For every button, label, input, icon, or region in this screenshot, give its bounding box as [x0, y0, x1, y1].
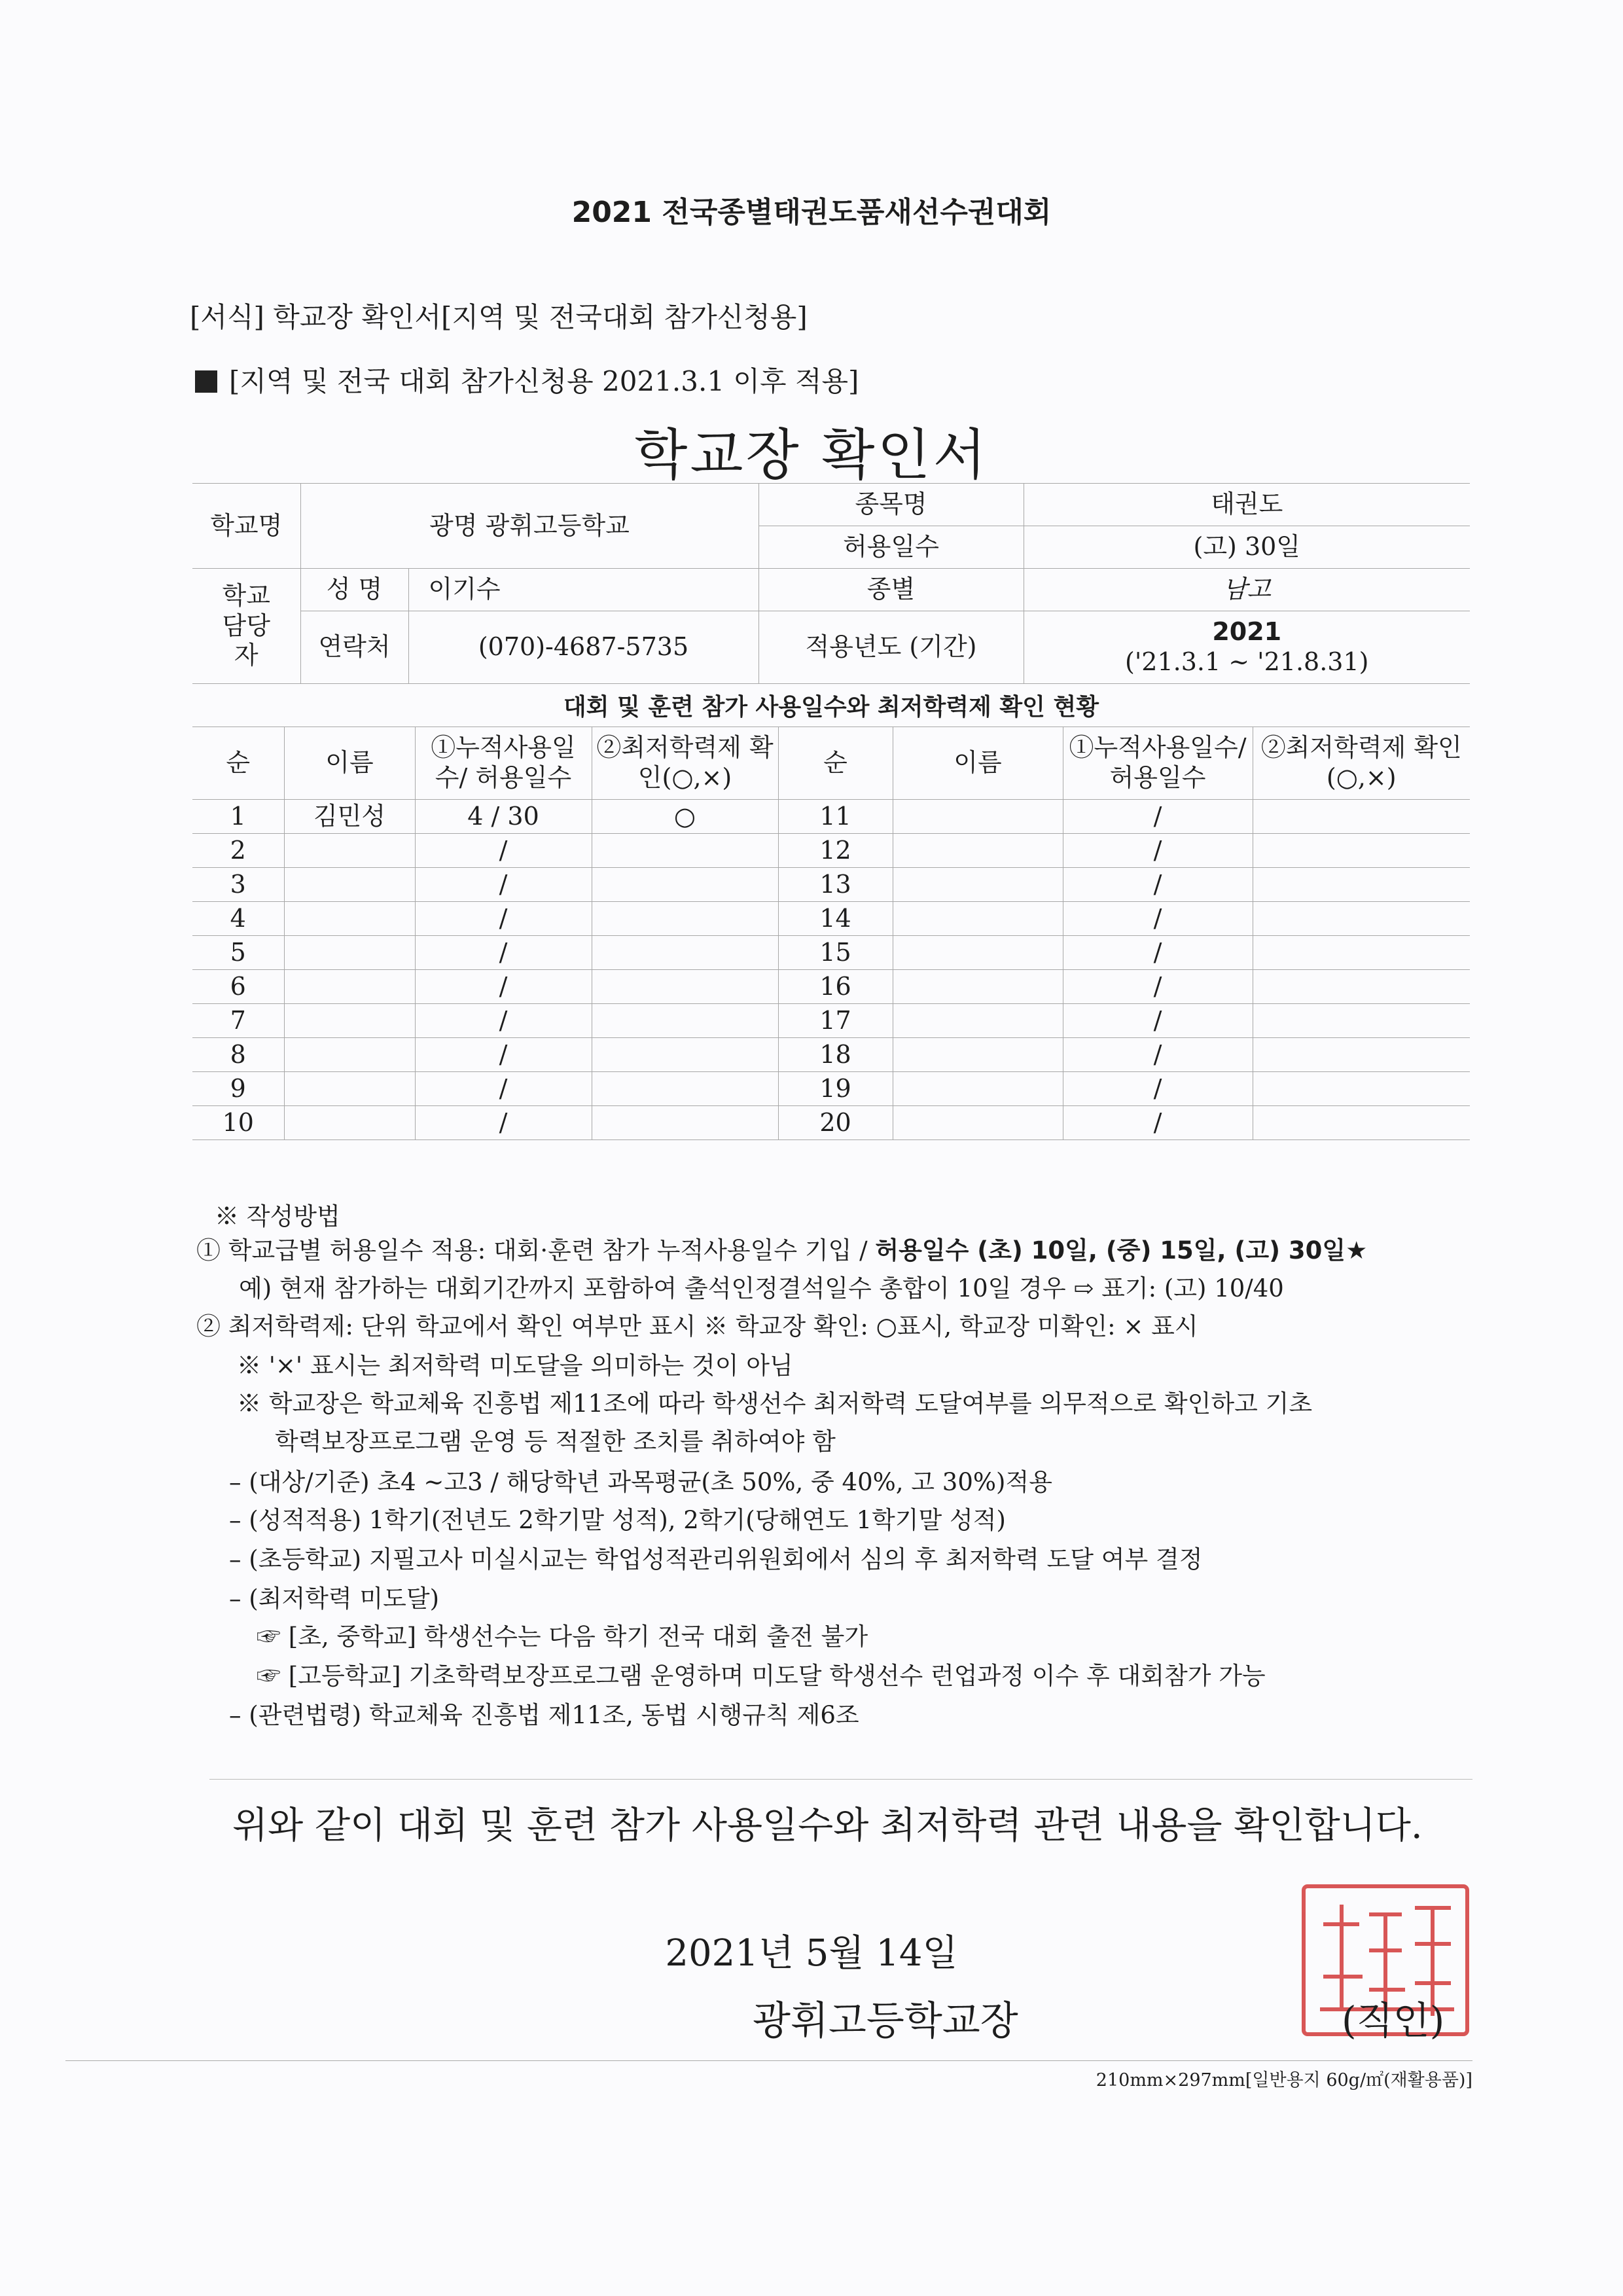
row-name	[893, 1072, 1063, 1106]
row-name	[893, 800, 1063, 834]
row-days: /	[1063, 1072, 1253, 1106]
event-title: 2021 전국종별태권도품새선수권대회	[571, 196, 1052, 229]
table-row	[192, 1038, 1470, 1072]
name-value: 이기수	[408, 569, 758, 611]
issue-date: 2021년 5월 14일	[665, 1932, 958, 1975]
header-days: ①누적사용일수/ 허용일수	[1063, 727, 1253, 800]
guide-line: – (최저학력 미도달)	[229, 1585, 440, 1613]
row-no: 12	[778, 834, 893, 868]
guide-line: ※ 학교장은 학교체육 진흥법 제11조에 따라 학생선수 최저학력 도달여부를 의무적으로 확인하고 기초	[237, 1390, 1313, 1418]
row-days: /	[1063, 800, 1253, 834]
guide-line: – (성적적용) 1학기(전년도 2학기말 성적), 2학기(당해연도 1학기말 성적)	[229, 1506, 1006, 1534]
row-no: 18	[778, 1038, 893, 1072]
notice	[195, 360, 859, 399]
guide-line-text: ① 학교급별 허용일수 적용: 대회·훈련 참가 누적사용일수 기입 /	[196, 1236, 876, 1265]
row-no: 14	[778, 902, 893, 936]
row-no: 8	[192, 1038, 284, 1072]
manager-label: 학교 담당자	[192, 569, 300, 684]
row-check	[592, 868, 778, 902]
guide-line: – (초등학교) 지필고사 미실시교는 학업성적관리위원회에서 심의 후 최저학력 도달 여부 결정	[229, 1545, 1203, 1573]
table-row	[192, 800, 1470, 834]
row-name	[284, 1004, 415, 1038]
row-no: 3	[192, 868, 284, 902]
row-no: 16	[778, 970, 893, 1004]
row-name	[893, 902, 1063, 936]
row-days: /	[415, 936, 592, 970]
document-title: 학교장 확인서	[634, 423, 989, 487]
school-value: 광명 광휘고등학교	[300, 484, 758, 569]
row-no: 9	[192, 1072, 284, 1106]
row-name	[284, 834, 415, 868]
guide-heading: ※ 작성방법	[215, 1202, 340, 1230]
row-days: /	[1063, 936, 1253, 970]
row-name: 김민성	[284, 800, 415, 834]
row-name	[284, 970, 415, 1004]
row-check	[592, 902, 778, 936]
row-name	[284, 1038, 415, 1072]
row-no: 6	[192, 970, 284, 1004]
days-label: 허용일수	[758, 526, 1024, 569]
row-name	[284, 902, 415, 936]
row-days: /	[415, 1038, 592, 1072]
row-days: /	[1063, 1004, 1253, 1038]
row-days: /	[1063, 868, 1253, 902]
row-no: 13	[778, 868, 893, 902]
row-name	[284, 936, 415, 970]
row-name	[893, 868, 1063, 902]
row-name	[284, 868, 415, 902]
row-no: 19	[778, 1072, 893, 1106]
footer-divider	[65, 2060, 1472, 2061]
row-check	[1253, 834, 1470, 868]
category-label: 종별	[758, 569, 1024, 611]
header-name: 이름	[893, 727, 1063, 800]
row-check	[1253, 902, 1470, 936]
category-value: 남고	[1024, 569, 1470, 611]
table-row	[192, 970, 1470, 1004]
status-table	[192, 726, 1470, 1140]
row-check	[592, 1004, 778, 1038]
row-name	[893, 1106, 1063, 1140]
divider	[209, 1779, 1472, 1780]
contact-value: (070)-4687-5735	[408, 611, 758, 684]
guide-line: 학력보장프로그램 운영 등 적절한 조치를 취하여야 함	[275, 1427, 836, 1456]
row-check	[592, 1106, 778, 1140]
black-square-icon	[195, 370, 217, 393]
row-name	[284, 1072, 415, 1106]
table-caption: 대회 및 훈련 참가 사용일수와 최저학력제 확인 현황	[563, 694, 1099, 721]
header-check: ②최저학력제 확인(○,×)	[592, 727, 778, 800]
header-days: ①누적사용일수/ 허용일수	[415, 727, 592, 800]
info-table	[192, 483, 1470, 684]
table-row	[192, 834, 1470, 868]
guide-line: ※ '×' 표시는 최저학력 미도달을 의미하는 것이 아님	[237, 1352, 793, 1380]
days-value: (고) 30일	[1024, 526, 1470, 569]
row-no: 7	[192, 1004, 284, 1038]
sport-value: 태권도	[1024, 484, 1470, 526]
row-name	[893, 1038, 1063, 1072]
row-days: /	[415, 902, 592, 936]
row-name	[893, 834, 1063, 868]
paper-note: 210mm×297mm[일반용지 60g/㎡(재활용품)]	[1096, 2070, 1472, 2090]
row-check	[1253, 868, 1470, 902]
row-check	[592, 936, 778, 970]
year-label: 적용년도 (기간)	[758, 611, 1024, 684]
row-no: 5	[192, 936, 284, 970]
row-no: 10	[192, 1106, 284, 1140]
row-no: 2	[192, 834, 284, 868]
row-no: 4	[192, 902, 284, 936]
row-no: 1	[192, 800, 284, 834]
row-days: /	[415, 970, 592, 1004]
year-value: 2021	[1212, 617, 1282, 647]
row-name	[893, 970, 1063, 1004]
row-check	[592, 1072, 778, 1106]
row-days: /	[1063, 834, 1253, 868]
sport-label: 종목명	[758, 484, 1024, 526]
guide-line-bold: 허용일수 (초) 10일, (중) 15일, (고) 30일★	[875, 1236, 1368, 1265]
guide-line: – (대상/기준) 초4 ~고3 / 해당학년 과목평균(초 50%, 중 40%, 고 30%)적용	[229, 1468, 1052, 1496]
table-row	[192, 1004, 1470, 1038]
row-check	[1253, 800, 1470, 834]
row-check: ○	[592, 800, 778, 834]
guide-line: ☞ [고등학교] 기초학력보장프로그램 운영하며 미도달 학생선수 런업과정 이수 후 대회참가 가능	[257, 1662, 1266, 1690]
period-value: ('21.3.1 ~ '21.8.31)	[1125, 647, 1369, 676]
confirmation-text: 위와 같이 대회 및 훈련 참가 사용일수와 최저학력 관련 내용을 확인합니다.	[232, 1804, 1423, 1847]
row-check	[1253, 1038, 1470, 1072]
row-days: /	[1063, 1106, 1253, 1140]
guide-line: ☞ [초, 중학교] 학생선수는 다음 학기 전국 대회 출전 불가	[257, 1623, 868, 1651]
guide-line	[196, 1230, 1367, 1266]
row-check	[592, 1038, 778, 1072]
row-name	[893, 1004, 1063, 1038]
guide-line: 예) 현재 참가하는 대회기간까지 포함하여 출석인정결석일수 총합이 10일 경우 ⇨ 표기: (고) 10/40	[239, 1274, 1284, 1302]
row-no: 20	[778, 1106, 893, 1140]
row-days: /	[1063, 1038, 1253, 1072]
row-days: /	[415, 1072, 592, 1106]
notice-text: [지역 및 전국 대회 참가신청용 2021.3.1 이후 적용]	[229, 365, 859, 397]
guide-line: – (관련법령) 학교체육 진흥법 제11조, 동법 시행규칙 제6조	[229, 1701, 859, 1729]
row-days: /	[415, 868, 592, 902]
table-row	[192, 902, 1470, 936]
header-no: 순	[778, 727, 893, 800]
table-row	[192, 936, 1470, 970]
row-days: /	[1063, 902, 1253, 936]
row-check	[1253, 936, 1470, 970]
contact-label: 연락처	[300, 611, 408, 684]
row-no: 15	[778, 936, 893, 970]
row-days: /	[415, 834, 592, 868]
form-label: [서식] 학교장 확인서[지역 및 전국대회 참가신청용]	[190, 301, 808, 333]
row-check	[1253, 1106, 1470, 1140]
row-days: /	[415, 1004, 592, 1038]
row-no: 17	[778, 1004, 893, 1038]
row-days: /	[415, 1106, 592, 1140]
seal-note: (직인)	[1342, 1998, 1445, 2043]
principal-name: 광휘고등학교장	[753, 1998, 1018, 2044]
row-check	[592, 970, 778, 1004]
table-row	[192, 1106, 1470, 1140]
header-check: ②최저학력제 확인(○,×)	[1253, 727, 1470, 800]
row-name	[284, 1106, 415, 1140]
row-check	[1253, 1072, 1470, 1106]
table-row	[192, 1072, 1470, 1106]
row-check	[1253, 970, 1470, 1004]
row-check	[1253, 1004, 1470, 1038]
row-check	[592, 834, 778, 868]
table-row	[192, 868, 1470, 902]
row-days: /	[1063, 970, 1253, 1004]
header-name: 이름	[284, 727, 415, 800]
row-name	[893, 936, 1063, 970]
guide-line: ② 최저학력제: 단위 학교에서 확인 여부만 표시 ※ 학교장 확인: ○표시, 학교장 미확인: × 표시	[196, 1312, 1198, 1340]
row-days: 4 / 30	[415, 800, 592, 834]
school-label: 학교명	[192, 484, 300, 569]
name-label: 성 명	[300, 569, 408, 611]
header-no: 순	[192, 727, 284, 800]
year-cell	[1024, 611, 1470, 684]
row-no: 11	[778, 800, 893, 834]
